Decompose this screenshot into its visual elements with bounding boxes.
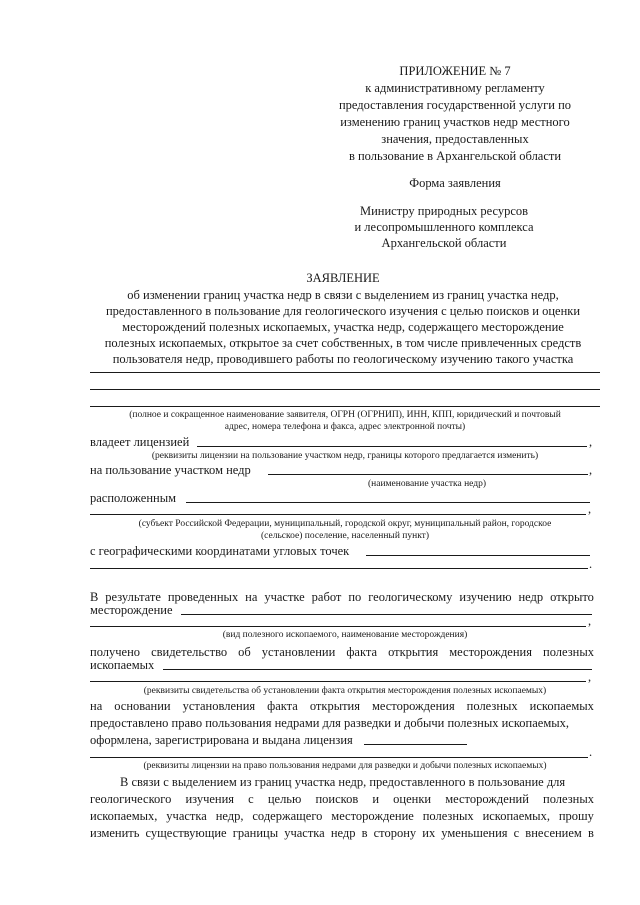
location-input-line-2[interactable] [90,514,586,515]
location-input-line[interactable] [186,502,590,503]
hint-applicant: адрес, номера телефона и факса, адрес электронной почты) [224,422,466,432]
addressee-line: Министру природных ресурсов [359,204,529,218]
coordinates-input-line[interactable] [366,555,590,556]
period: . [589,745,593,759]
form-label: Форма заявления [409,176,501,190]
certificate-input-line-2[interactable] [90,681,586,682]
hint-location: (субъект Российской Федерации, муниципальный, городской округ, муниципальный район, городское [138,519,552,529]
statement-line: полезных ископаемых, открытое за счет собственных, в том числе привлеченных средств [104,336,582,350]
statement-line: пользователя недр, проводившего работы по геологическому изучению такого участка [112,352,574,366]
comma: , [589,435,593,449]
label-owns-license: владеет лицензией [90,435,190,449]
label-coordinates: с географическими координатами угловых точек [90,544,350,558]
comma: , [588,502,592,516]
new-license-input-line-2[interactable] [90,757,588,758]
basis-line-1: на основании установления факта открытия месторождения полезных ископаемых [90,699,594,713]
request-line-3: ископаемых, участка недр, содержащего месторождение полезных ископаемых, прошу [90,809,594,823]
discovery-line-1: В результате проведенных на участке работ по геологическому изучению недр открыто [90,590,594,604]
basis-line-3: оформлена, зарегистрирована и выдана лицензия [90,733,353,747]
appendix-line: в пользование в Архангельской области [348,149,562,163]
statement-line: месторождений полезных ископаемых, участка недр, содержащего месторождение [122,320,564,334]
comma: , [588,614,592,628]
label-located: расположенным [90,491,177,505]
label-for-use: на пользование участком недр [90,463,251,477]
statement-line: об изменении границ участка недр в связи с выделением из границ участка недр, [127,288,559,302]
label-deposit: месторождение [90,603,173,617]
hint-new-license: (реквизиты лицензии на право пользования недрами для разведки и добычи полезных ископаемых) [143,761,547,771]
certificate-line-1: получено свидетельство об установлении факта открытия месторождения полезных [90,645,594,659]
statement-line: предоставленного в пользование для геологического изучения с целью поисков и оценки [105,304,581,318]
applicant-blank-line[interactable] [90,372,600,373]
request-line-1: В связи с выделением из границ участка недр, предоставленного в пользование для [120,775,566,789]
hint-deposit: (вид полезного ископаемого, наименование месторождения) [222,630,468,640]
appendix-line: к административному регламенту [365,81,545,95]
hint-certificate: (реквизиты свидетельства об установлении факта открытия месторождения полезных ископаемых) [143,686,547,696]
appendix-line: предоставления государственной услуги по [338,98,572,112]
hint-applicant: (полное и сокращенное наименование заявителя, ОГРН (ОГРНИП), ИНН, КПП, юридический и почтовый [129,410,561,420]
plot-name-input-line[interactable] [268,474,588,475]
coordinates-input-line-2[interactable] [90,568,588,569]
addressee-line: Архангельской области [381,236,507,250]
hint-location: (сельское) поселение, населенный пункт) [260,531,430,541]
addressee-line: и лесопромышленного комплекса [354,220,534,234]
appendix-line: изменению границ участков недр местного [340,115,570,129]
hint-plot-name: (наименование участка недр) [367,479,487,489]
applicant-blank-line[interactable] [90,406,600,407]
label-minerals: ископаемых [90,658,155,672]
comma: , [588,670,592,684]
request-line-2: геологического изучения с целью поисков и оценки месторождений полезных [90,792,594,806]
deposit-input-line[interactable] [181,614,592,615]
hint-license: (реквизиты лицензии на пользование участком недр, границы которого предлагается изменить) [151,451,539,461]
period: . [589,557,593,571]
comma: , [589,463,593,477]
deposit-input-line-2[interactable] [90,626,586,627]
appendix-title: ПРИЛОЖЕНИЕ № 7 [399,64,511,78]
license-input-line[interactable] [197,446,587,447]
basis-line-2: предоставлено право пользования недрами для разведки и добычи полезных ископаемых, [90,716,570,730]
new-license-input-line[interactable] [364,744,467,745]
appendix-line: значения, предоставленных [381,132,529,146]
statement-title: ЗАЯВЛЕНИЕ [306,271,380,285]
applicant-blank-line[interactable] [90,389,600,390]
certificate-input-line[interactable] [163,669,592,670]
request-line-4: изменить существующие границы участка недр в сторону их уменьшения с внесением в [90,826,594,840]
